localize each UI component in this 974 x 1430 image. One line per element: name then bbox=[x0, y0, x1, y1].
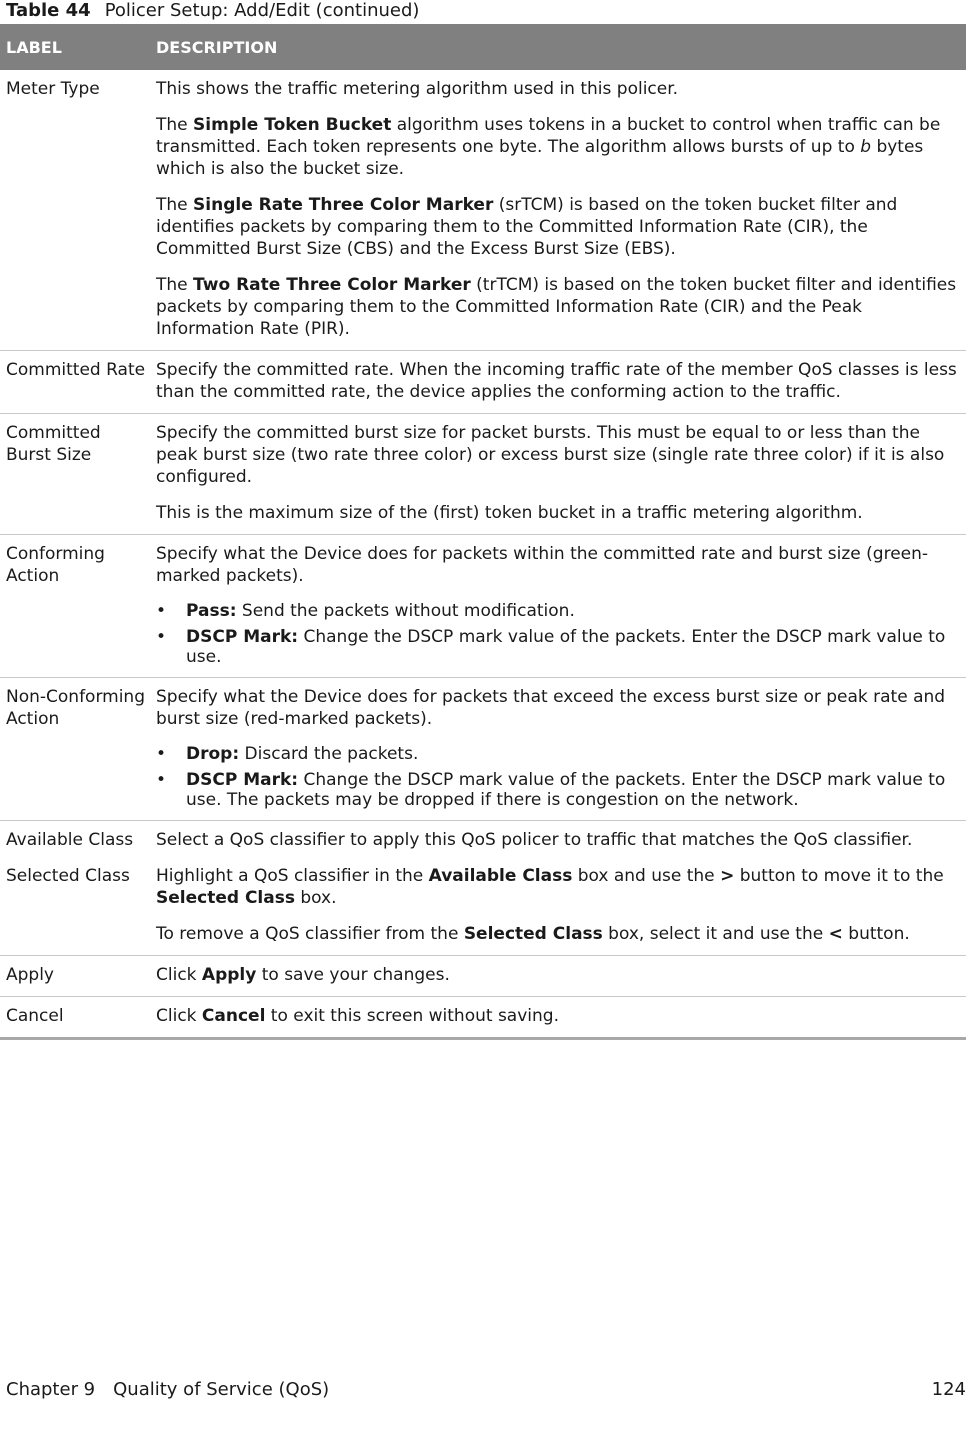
description-paragraph: This is the maximum size of the (first) token bucket in a traffic metering algorithm. bbox=[156, 503, 863, 523]
bullet-icon: • bbox=[156, 770, 167, 790]
row-description bbox=[150, 351, 966, 414]
row-description bbox=[150, 70, 966, 351]
row-label: Non-Conforming Action bbox=[0, 678, 150, 821]
table-header-row bbox=[0, 24, 966, 70]
description-paragraph: The Two Rate Three Color Marker (trTCM) is based on the token bucket filter and identifies packets by comparing them to the Committed Information Rate (CIR) and the Peak Information Rate (PIR). bbox=[156, 275, 957, 339]
row-description: Click Apply to save your changes. bbox=[150, 956, 966, 997]
row-label: Committed Rate bbox=[0, 351, 150, 414]
description-paragraph: Specify what the Device does for packets that exceed the excess burst size or peak rate and burst size (red-marked packets). bbox=[156, 687, 946, 729]
row-description bbox=[150, 414, 966, 535]
description-paragraph: Specify the committed burst size for packet bursts. This must be equal to or less than the peak burst size (two rate three color) or excess burst size (single rate three color) if it is also configured. bbox=[156, 423, 945, 487]
bullet-icon: • bbox=[156, 601, 167, 621]
list-item: • Drop: Discard the packets. bbox=[156, 744, 419, 764]
row-label-available-class: Available Class bbox=[6, 830, 134, 850]
description-paragraph: Specify what the Device does for packets within the committed rate and burst size (green-marked packets). bbox=[156, 544, 929, 586]
description-paragraph: To remove a QoS classifier from the Selected Class box, select it and use the < button. bbox=[156, 924, 910, 944]
description-paragraph: Select a QoS classifier to apply this QoS policer to traffic that matches the QoS classifier. bbox=[156, 830, 913, 850]
list-item: • DSCP Mark: Change the DSCP mark value of the packets. Enter the DSCP mark value to use. bbox=[156, 627, 946, 667]
description-paragraph: Specify the committed rate. When the incoming traffic rate of the member QoS classes is less than the committed rate, the device applies the conforming action to the traffic. bbox=[156, 360, 957, 402]
row-description bbox=[150, 535, 966, 678]
table-row-class-selection bbox=[0, 821, 966, 956]
description-paragraph: This shows the traffic metering algorithm used in this policer. bbox=[156, 79, 679, 99]
header-description: DESCRIPTION bbox=[150, 24, 966, 70]
table-row-apply bbox=[0, 956, 966, 997]
bullet-icon: • bbox=[156, 627, 167, 647]
table-number: Table 44 bbox=[6, 0, 91, 21]
list-item: • DSCP Mark: Change the DSCP mark value of the packets. Enter the DSCP mark value to use. The packets may be dropped if there is congestion on the network. bbox=[156, 770, 946, 810]
table-row-non-conforming-action bbox=[0, 678, 966, 821]
row-label: Committed Burst Size bbox=[0, 414, 150, 535]
page-number: 124 bbox=[931, 1379, 966, 1400]
bullet-list bbox=[156, 744, 962, 810]
policer-setup-table bbox=[0, 24, 966, 1040]
footer-chapter bbox=[6, 1378, 329, 1402]
table-caption bbox=[6, 0, 419, 22]
bullet-icon: • bbox=[156, 744, 167, 764]
row-description: Click Cancel to exit this screen without saving. bbox=[150, 997, 966, 1039]
header-label: LABEL bbox=[0, 24, 150, 70]
row-label bbox=[0, 821, 150, 956]
row-description bbox=[150, 678, 966, 821]
row-label: Meter Type bbox=[0, 70, 150, 351]
table-row-meter-type bbox=[0, 70, 966, 351]
list-item: • Pass: Send the packets without modification. bbox=[156, 601, 575, 621]
row-description bbox=[150, 821, 966, 956]
row-label: Cancel bbox=[0, 997, 150, 1039]
chapter-title: Quality of Service (QoS) bbox=[113, 1379, 330, 1400]
table-row-conforming-action bbox=[0, 535, 966, 678]
bullet-list bbox=[156, 601, 962, 667]
description-paragraph: Highlight a QoS classifier in the Available Class box and use the > button to move it to the Selected Class box. bbox=[156, 866, 944, 908]
table-row-committed-burst-size bbox=[0, 414, 966, 535]
row-label: Conforming Action bbox=[0, 535, 150, 678]
row-label-selected-class: Selected Class bbox=[6, 866, 130, 886]
table-title: Policer Setup: Add/Edit (continued) bbox=[104, 0, 420, 21]
description-paragraph: The Single Rate Three Color Marker (srTCM) is based on the token bucket filter and identifies packets by comparing them to the Committed Information Rate (CIR), the Committed Burst Size (CBS) and the Excess Burst Size (EBS). bbox=[156, 195, 898, 259]
chapter-number: Chapter 9 bbox=[6, 1379, 96, 1400]
page-footer bbox=[6, 1378, 966, 1402]
table-row-cancel bbox=[0, 997, 966, 1039]
description-paragraph: The Simple Token Bucket algorithm uses tokens in a bucket to control when traffic can be transmitted. Each token represents one byte. The algorithm allows bursts of up to b bytes which is also the bucket size. bbox=[156, 115, 941, 179]
row-label: Apply bbox=[0, 956, 150, 997]
table-row-committed-rate bbox=[0, 351, 966, 414]
